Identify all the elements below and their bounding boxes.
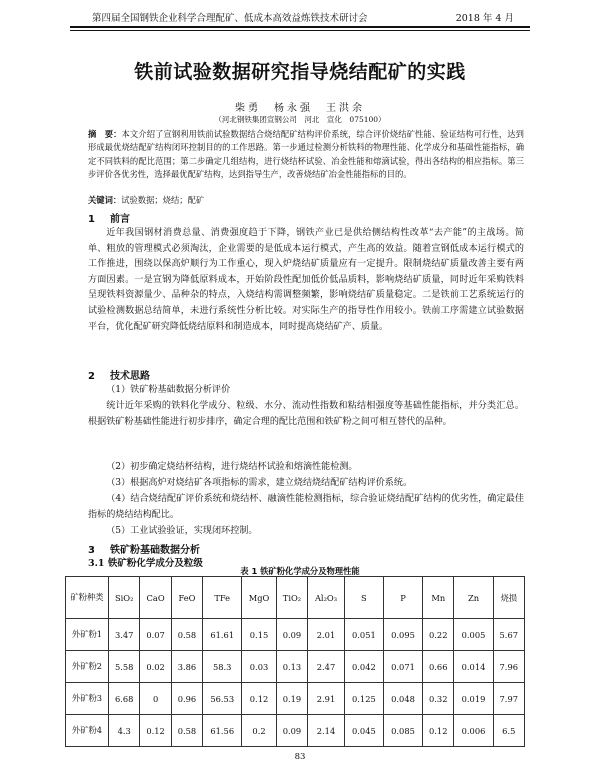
column-header: TFe [203, 577, 242, 619]
table-cell: 0.006 [454, 715, 493, 747]
column-header: TiO₂ [276, 577, 307, 619]
table-cell: 0.12 [423, 715, 454, 747]
abstract-text: 本文介绍了宣钢利用铁前试验数据结合烧结配矿结构评价系统，综合评价烧结矿性能、验证结构可行性，达到形成最优烧结配矿结构闭环控制目的的工作思路。第一步通过检测分析铁料的物理性能、化学成分和基础性能指标，确定不同铁料的配比范围；第二步确定几组结构，进行烧结杯试验、冶金性能和熔滴试验，得出各结构的相应指标。第三步评价各优劣性，选择最优配矿结构，达到指导生产，改善烧结矿冶金性能指标的目的。 [88, 129, 524, 179]
table-cell: 3.47 [109, 619, 140, 651]
keywords-label: 关键词： [88, 195, 122, 205]
table-cell: 0.32 [423, 683, 454, 715]
table-header-row [66, 577, 525, 619]
conference-name: 第四届全国钢铁企业科学合理配矿、低成本高效益炼铁技术研讨会 [92, 13, 368, 24]
table-cell: 7.97 [493, 683, 524, 715]
section-number: 1 [88, 214, 95, 225]
table-cell: 0.22 [423, 619, 454, 651]
header-rule [70, 26, 530, 31]
keywords [88, 194, 524, 206]
table-cell: 0.58 [171, 715, 202, 747]
list-item: （4）结合烧结配矿评价系统和烧结杯、融滴性能检测指标，综合验证烧结配矿结构的优劣性，确定最佳指标的烧结结构配比。 [88, 494, 524, 520]
table-cell: 0.005 [454, 619, 493, 651]
column-header: 烧损 [493, 577, 524, 619]
section-heading-1 [88, 210, 130, 225]
section-number: 3 [88, 545, 95, 556]
row-label: 外矿粉1 [66, 619, 109, 651]
table-cell: 0.125 [344, 683, 383, 715]
section-1-paragraph: 近年我国钢材消费总量、消费强度趋于下降，钢铁产业已是供给侧结构性改革“去产能”的主战场。简单、粗放的管理模式必须淘汰，企业需要的是低成本运行模式，产生高的效益。随着宣钢低成本运行模式的工作推进，围绕以保高炉顺行为工作重心，现入炉烧结矿质量应有一定提升。限制烧结矿质量改善主要有两方面因素。一是宣钢为降低原料成本，开始阶段性配加低价低品质料，影响烧结矿质量，同时近年采购铁料呈现铁料资源量少、品种杂的特点，入烧结构需调整频繁，影响烧结矿质量稳定。二是铁前工艺系统运行的试验检测数据总结简单，未进行系统性分析比较。对实际生产的指导性作用较小。铁前工序需建立试验数据平台，优化配矿研究降低烧结原料和制造成本，同时提高烧结矿产、质量。 [88, 228, 524, 332]
column-header: SiO₂ [109, 577, 140, 619]
table-cell: 4.3 [109, 715, 140, 747]
section-title: 技术思路 [110, 371, 150, 382]
table-cell: 0.96 [171, 683, 202, 715]
authors: 柴勇 杨永强 王洪余 [235, 103, 365, 114]
table-cell: 0.095 [383, 619, 422, 651]
table-cell: 0.071 [383, 651, 422, 683]
abstract [88, 128, 524, 181]
list-item: （5）工业试验验证，实现闭环控制。 [106, 526, 258, 536]
conference-date: 2018 年 4 月 [455, 13, 514, 24]
table-row [66, 683, 525, 715]
section-heading-3 [88, 541, 200, 556]
row-label: 外矿粉3 [66, 683, 109, 715]
section-title: 前言 [110, 214, 130, 225]
table-cell: 0.019 [454, 683, 493, 715]
column-header: MgO [242, 577, 276, 619]
subsection-heading: 3.1 铁矿粉化学成分及粒级 [88, 558, 203, 569]
table-cell: 0.13 [276, 651, 307, 683]
table-cell: 0 [140, 683, 171, 715]
table-cell: 58.3 [203, 651, 242, 683]
column-header: P [383, 577, 422, 619]
table-cell: 0.014 [454, 651, 493, 683]
abstract-label: 摘 要： [88, 129, 122, 139]
column-header: 矿粉种类 [66, 577, 109, 619]
affiliation: （河北钢铁集团宣钢公司 河北 宣化 075100） [214, 115, 386, 124]
table-cell: 0.042 [344, 651, 383, 683]
table-cell: 0.58 [171, 619, 202, 651]
column-header: S [344, 577, 383, 619]
table-cell: 0.15 [242, 619, 276, 651]
table-cell: 61.56 [203, 715, 242, 747]
table-cell: 61.61 [203, 619, 242, 651]
table-cell: 0.02 [140, 651, 171, 683]
table-cell: 0.085 [383, 715, 422, 747]
table-row [66, 619, 525, 651]
table-cell: 5.67 [493, 619, 524, 651]
table-cell: 0.07 [140, 619, 171, 651]
keywords-text: 试验数据；烧结；配矿 [121, 195, 205, 205]
table-cell: 0.09 [276, 619, 307, 651]
table-cell: 6.5 [493, 715, 524, 747]
table-cell: 6.68 [109, 683, 140, 715]
table-cell: 0.03 [242, 651, 276, 683]
table-cell: 0.12 [242, 683, 276, 715]
table-cell: 0.2 [242, 715, 276, 747]
table-cell: 0.051 [344, 619, 383, 651]
row-label: 外矿粉2 [66, 651, 109, 683]
section-number: 2 [88, 371, 95, 382]
list-item: （1）铁矿粉基础数据分析评价 [106, 385, 231, 395]
table-cell: 3.86 [171, 651, 202, 683]
table-cell: 2.91 [308, 683, 345, 715]
running-header [92, 10, 514, 24]
section-title: 铁矿粉基础数据分析 [110, 545, 200, 556]
composition-table [65, 576, 525, 747]
section-heading-2 [88, 367, 150, 382]
table-cell: 0.045 [344, 715, 383, 747]
list-item: 统计近年采购的铁料化学成分、粒级、水分、流动性指数和粘结相强度等基础性能指标，并分类汇总。根据铁矿粉基础性能进行初步排序，确定合理的配比范围和铁矿粉之间可相互替代的品种。 [88, 401, 524, 427]
table-cell: 2.14 [308, 715, 345, 747]
table-cell: 0.12 [140, 715, 171, 747]
column-header: Mn [423, 577, 454, 619]
column-header: Al₂O₃ [308, 577, 345, 619]
table-caption: 表 1 铁矿粉化学成分及物理性能 [240, 566, 360, 576]
table-cell: 0.048 [383, 683, 422, 715]
page-number: 83 [294, 752, 306, 762]
table-cell: 0.66 [423, 651, 454, 683]
list-item: （2）初步确定烧结杯结构，进行烧结杯试验和熔滴性能检测。 [106, 462, 358, 472]
table-cell: 0.09 [276, 715, 307, 747]
list-item: （3）根据高炉对烧结矿各项指标的需求，建立烧结烧结配矿结构评价系统。 [106, 478, 413, 488]
column-header: FeO [171, 577, 202, 619]
table-cell: 56.53 [203, 683, 242, 715]
table-cell: 5.58 [109, 651, 140, 683]
paper-title: 铁前试验数据研究指导烧结配矿的实践 [134, 60, 466, 83]
table-row [66, 651, 525, 683]
table-cell: 7.96 [493, 651, 524, 683]
row-label: 外矿粉4 [66, 715, 109, 747]
column-header: CaO [140, 577, 171, 619]
column-header: Zn [454, 577, 493, 619]
table-cell: 0.19 [276, 683, 307, 715]
table-cell: 2.01 [308, 619, 345, 651]
table-row [66, 715, 525, 747]
table-cell: 2.47 [308, 651, 345, 683]
